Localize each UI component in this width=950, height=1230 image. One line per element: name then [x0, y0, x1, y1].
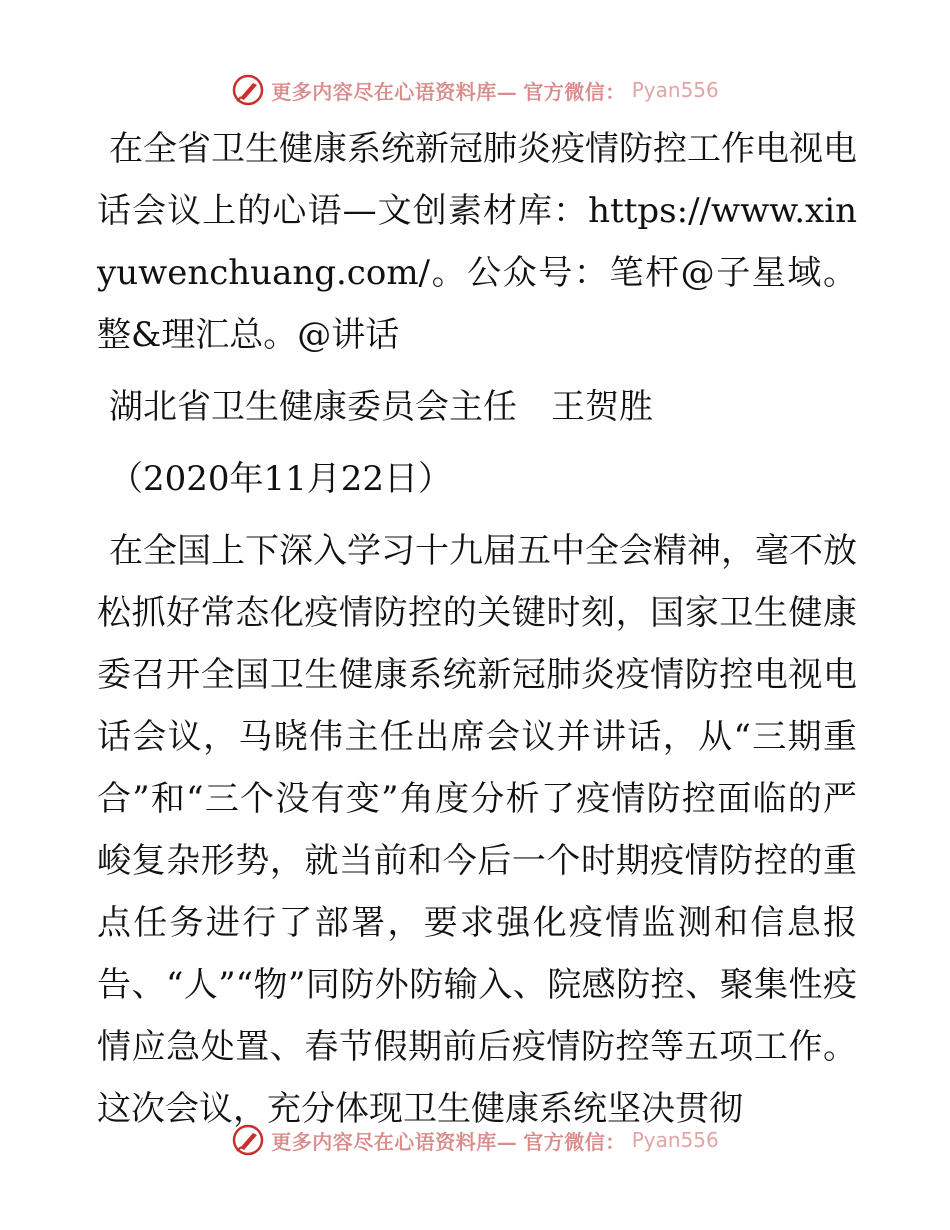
watermark-wechat-label: 官方微信： [523, 79, 626, 104]
document-author: 湖北省卫生健康委员会主任 王贺胜 [109, 387, 653, 427]
document-body: 在全国上下深入学习十九届五中全会精神，毫不放松抓好常态化疫情防控的关键时刻，国家卫生健康委召开全国卫生健康系统新冠肺炎疫情防控电视电话会议，马晓伟主任出席会议并讲话，从“三期重合”和“三个没有变”角度分析了疫情防控面临的严峻复杂形势，就当前和今后一个时期疫情防控的重点任务进行了部署，要求强化疫情监测和信息报告、“人”“物”同防外防输入、院感防控、聚集性疫情应急处置、春节假期前后疫情防控等五项工作。这次会议，充分体现卫生健康系统坚决贯彻 [97, 531, 857, 1129]
watermark-wechat-label: 官方微信： [523, 1129, 626, 1154]
document-title: 在全省卫生健康系统新冠肺炎疫情防控工作电视电话会议上的心语—文创素材库：https://www.xinyuwenchuang.com/。公众号：笔杆@子星域。整&理汇总。@讲话 [97, 129, 857, 355]
quill-pen-logo-icon [231, 1123, 265, 1157]
quill-pen-logo-icon [231, 73, 265, 107]
document-content [97, 118, 857, 1140]
footer-watermark [0, 1120, 950, 1160]
watermark-wechat-id: Pyan556 [631, 1128, 719, 1152]
watermark-text: 更多内容尽在心语资料库— [271, 79, 518, 104]
document-date: （2020年11月22日） [109, 459, 453, 499]
header-watermark [0, 70, 950, 110]
watermark-wechat-id: Pyan556 [631, 78, 719, 102]
watermark-text: 更多内容尽在心语资料库— [271, 1129, 518, 1154]
